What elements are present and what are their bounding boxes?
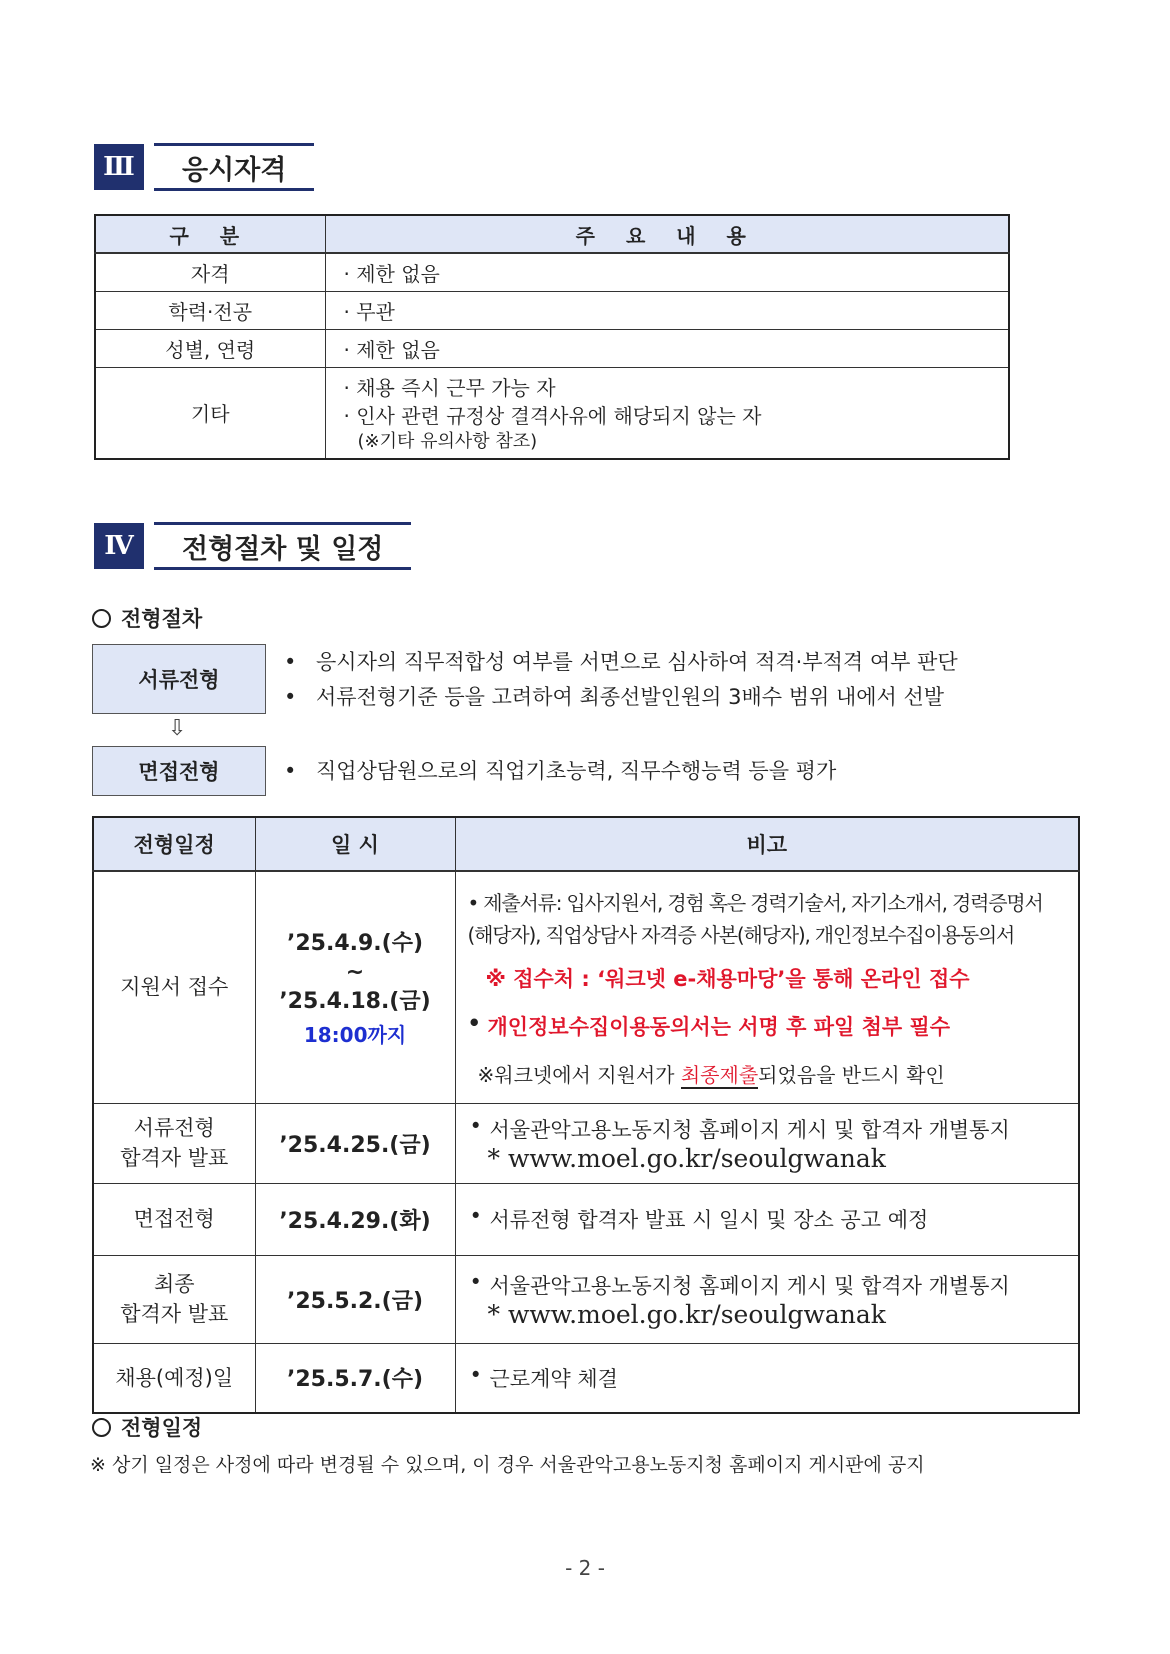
schedule-stage: 채용(예정)일 <box>93 1343 255 1413</box>
schedule-label-text: 전형일정 <box>121 1416 203 1440</box>
stage-line-1: 서류전형 <box>133 1116 215 1140</box>
docs-line-2: (해당자), 직업상담사 자격증 사본(해당자), 개인정보수집이용동의서 <box>467 922 1015 947</box>
date-tilde: ~ <box>345 959 365 985</box>
schedule-remarks <box>455 1103 1079 1183</box>
qualification-label: 성별, 연령 <box>95 329 325 367</box>
schedule-header-row <box>93 817 1079 871</box>
remark-text: 서울관악고용노동지청 홈페이지 게시 및 합격자 개별통지 <box>489 1117 1010 1142</box>
qualification-header-content: 주 요 내 용 <box>325 215 1009 253</box>
schedule-stage: 면접전형 <box>93 1183 255 1255</box>
application-channel-note: ※ 접수처 : ‘워크넷 e-채용마당’을 통해 온라인 접수 <box>485 966 970 991</box>
table-row <box>95 329 1009 367</box>
schedule-stage <box>93 1103 255 1183</box>
qualification-table <box>94 214 1010 460</box>
schedule-date: ’25.4.29.(화) <box>255 1183 455 1255</box>
bullet-icon: • <box>469 1204 482 1228</box>
schedule-header-remarks: 비고 <box>455 817 1079 871</box>
table-row <box>93 1183 1079 1255</box>
table-row <box>93 871 1079 1103</box>
stage-line-2: 합격자 발표 <box>120 1146 229 1170</box>
stage-line-1: 최종 <box>153 1272 195 1296</box>
document-screening-bullets <box>284 645 958 715</box>
schedule-date: ’25.5.7.(수) <box>255 1343 455 1413</box>
table-row <box>93 1255 1079 1343</box>
remark-bullet <box>470 1204 1079 1234</box>
list-item <box>284 645 958 680</box>
schedule-date: ’25.4.25.(금) <box>255 1103 455 1183</box>
remark-bullet <box>470 1363 1079 1393</box>
qualification-content: · 제한 없음 <box>325 329 1009 367</box>
bullet-text: 직업상담원으로의 직업기초능력, 직무수행능력 등을 평가 <box>316 759 837 783</box>
remark-text: 서울관악고용노동지청 홈페이지 게시 및 합격자 개별통지 <box>489 1273 1010 1298</box>
consent-required-text: 개인정보수집이용동의서는 서명 후 파일 첨부 필수 <box>487 1014 951 1039</box>
schedule-change-note: ※ 상기 일정은 사정에 따라 변경될 수 있으며, 이 경우 서울관악고용노동지청 홈페이지 게시판에 공지 <box>90 1454 925 1476</box>
schedule-header-date: 일 시 <box>255 817 455 871</box>
section3-number: Ⅲ <box>94 144 144 190</box>
final-submission-note <box>468 1059 1079 1088</box>
bullet-icon: • <box>469 1269 482 1294</box>
qualification-label: 기타 <box>95 367 325 459</box>
schedule-remarks <box>455 871 1079 1103</box>
final-submission-highlight: 최종제출 <box>680 1062 759 1087</box>
bullet-text: 응시자의 직무적합성 여부를 서면으로 심사하여 적격·부적격 여부 판단 <box>316 650 958 674</box>
qualification-etc-content <box>325 367 1009 459</box>
section4-title: 전형절차 및 일정 <box>182 533 384 565</box>
bullet-icon: • <box>469 1362 482 1387</box>
procedure-label <box>92 603 202 633</box>
remark-bullet <box>470 1114 1079 1144</box>
section4-number: Ⅳ <box>94 523 144 569</box>
qualification-label: 자격 <box>95 253 325 291</box>
interview-bullets <box>284 754 836 789</box>
section4-title-wrap <box>154 522 411 570</box>
down-arrow-icon: ⇩ <box>168 716 187 741</box>
section4-header <box>94 522 411 570</box>
circle-icon <box>92 609 111 628</box>
date-start: ’25.4.9.(수) <box>286 930 424 956</box>
final-submission-prefix: ※워크넷에서 지원서가 <box>477 1062 681 1087</box>
website-url: * www.moel.go.kr/seoulgwanak <box>487 1299 886 1329</box>
date-deadline-time: 18:00까지 <box>303 1022 407 1047</box>
table-row <box>93 1103 1079 1183</box>
page-number: - 2 - <box>565 1556 605 1580</box>
qualification-content: · 무관 <box>325 291 1009 329</box>
remark-bullet <box>470 1270 1079 1300</box>
procedure-label-text: 전형절차 <box>121 607 203 631</box>
interview-box: 면접전형 <box>92 746 266 796</box>
etc-note: (※기타 유의사항 참조) <box>357 430 538 452</box>
bullet-icon: • <box>284 650 297 674</box>
schedule-table <box>92 816 1080 1414</box>
bullet-icon: • <box>284 759 297 783</box>
website-url: * www.moel.go.kr/seoulgwanak <box>487 1143 886 1173</box>
qualification-header-row <box>95 215 1009 253</box>
document-screening-box: 서류전형 <box>92 644 266 714</box>
date-end: ’25.4.18.(금) <box>279 988 431 1014</box>
stage-line-2: 합격자 발표 <box>120 1302 229 1326</box>
schedule-date: ’25.5.2.(금) <box>255 1255 455 1343</box>
etc-line-1: · 채용 즉시 근무 가능 자 <box>343 375 556 400</box>
final-submission-suffix: 되었음을 반드시 확인 <box>758 1062 945 1087</box>
schedule-date <box>255 871 455 1103</box>
schedule-remarks <box>455 1343 1079 1413</box>
list-item <box>284 754 836 789</box>
schedule-stage <box>93 1255 255 1343</box>
table-row <box>93 1343 1079 1413</box>
bullet-icon: • <box>469 1113 482 1138</box>
etc-line-2: · 인사 관련 규정상 결격사유에 해당되지 않는 자 <box>343 403 762 428</box>
table-row <box>95 291 1009 329</box>
qualification-header-category: 구 분 <box>95 215 325 253</box>
table-row <box>95 367 1009 459</box>
schedule-header-stage: 전형일정 <box>93 817 255 871</box>
section3-title: 응시자격 <box>182 154 287 186</box>
bullet-icon: • <box>284 685 297 709</box>
table-row <box>95 253 1009 291</box>
consent-required-note <box>468 1011 1079 1041</box>
circle-icon <box>92 1418 111 1437</box>
remark-text: 서류전형 합격자 발표 시 일시 및 장소 공고 예정 <box>489 1208 929 1232</box>
remark-text: 근로계약 체결 <box>489 1366 618 1391</box>
docs-line-1: • 제출서류: 입사지원서, 경험 혹은 경력기술서, 자기소개서, 경력증명서 <box>467 890 1043 915</box>
bullet-text: 서류전형기준 등을 고려하여 최종선발인원의 3배수 범위 내에서 선발 <box>316 685 945 709</box>
schedule-label <box>92 1412 202 1442</box>
schedule-stage: 지원서 접수 <box>93 871 255 1103</box>
qualification-content: · 제한 없음 <box>325 253 1009 291</box>
schedule-remarks <box>455 1183 1079 1255</box>
schedule-remarks <box>455 1255 1079 1343</box>
list-item <box>284 680 958 715</box>
bullet-icon: • <box>467 1010 481 1035</box>
section3-title-wrap <box>154 143 314 191</box>
section3-header <box>94 143 314 191</box>
qualification-label: 학력·전공 <box>95 291 325 329</box>
